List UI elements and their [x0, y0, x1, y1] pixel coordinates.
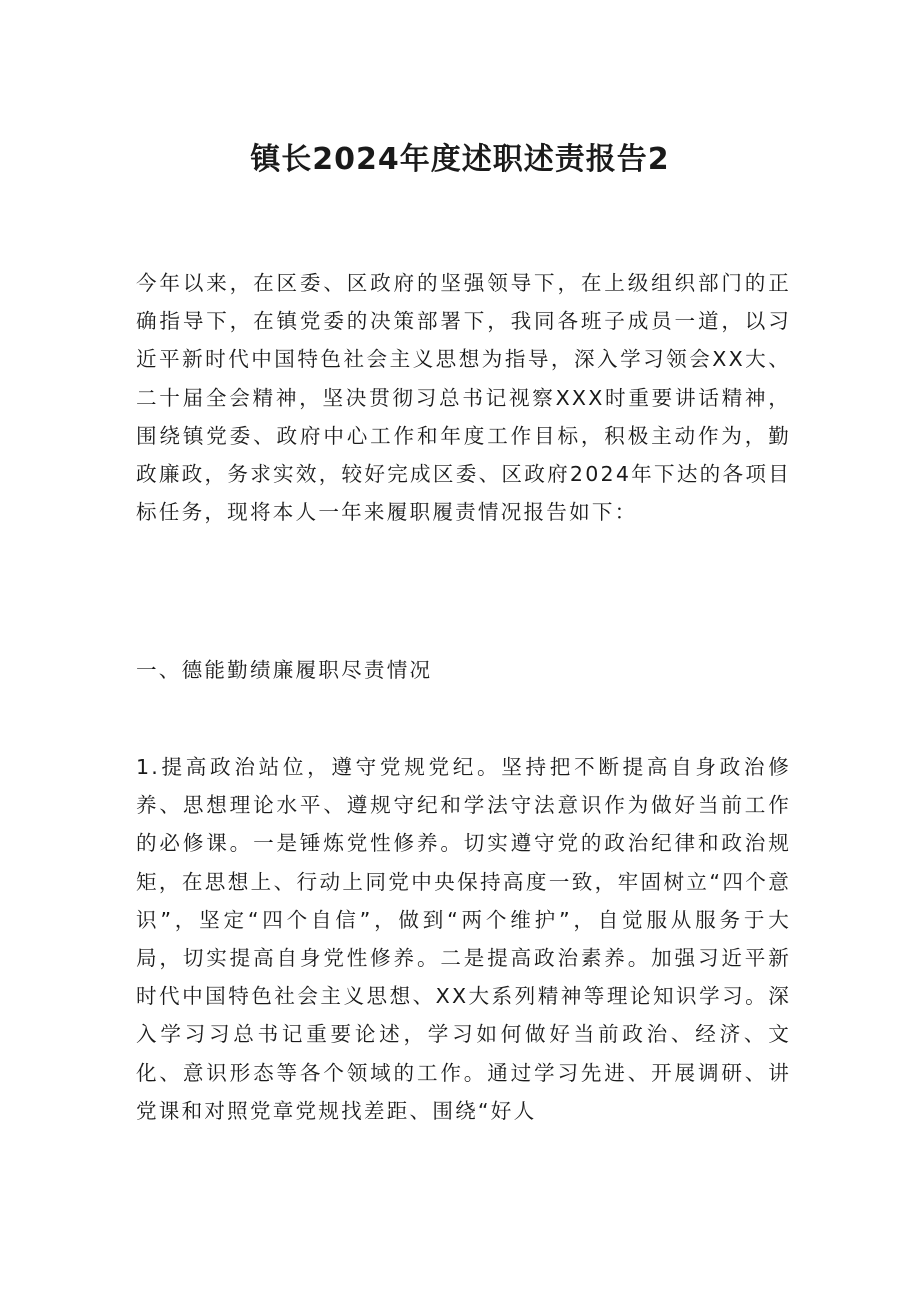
document-title: 镇长2024年度述职述责报告2	[250, 142, 670, 177]
intro-paragraph: 今年以来，在区委、区政府的坚强领导下，在上级组织部门的正确指导下，在镇党委的决策部署下，我同各班子成员一道，以习近平新时代中国特色社会主义思想为指导，深入学习领会XX大、二十届全会精神，坚决贯彻习总书记视察XXX时重要讲话精神，围绕镇党委、政府中心工作和年度工作目标，积极主动作为，勤政廉政，务求实效，较好完成区委、区政府2024年下达的各项目标任务，现将本人一年来履职履责情况报告如下：	[136, 271, 791, 525]
section-heading-1: 一、德能勤绩廉履职尽责情况	[136, 658, 433, 682]
section-1-paragraph: 1.提高政治站位，遵守党规党纪。坚持把不断提高自身政治修养、思想理论水平、遵规守纪和学法守法意识作为做好当前工作的必修课。一是锤炼党性修养。切实遵守党的政治纪律和政治规矩，在思想上、行动上同党中央保持高度一致，牢固树立“四个意识”，坚定“四个自信”，做到“两个维护”，自觉服从服务于大局，切实提高自身党性修养。二是提高政治素养。加强习近平新时代中国特色社会主义思想、XX大系列精神等理论知识学习。深入学习习总书记重要论述，学习如何做好当前政治、经济、文化、意识形态等各个领域的工作。通过学习先进、开展调研、讲党课和对照党章党规找差距、围绕“好人	[136, 755, 791, 1123]
